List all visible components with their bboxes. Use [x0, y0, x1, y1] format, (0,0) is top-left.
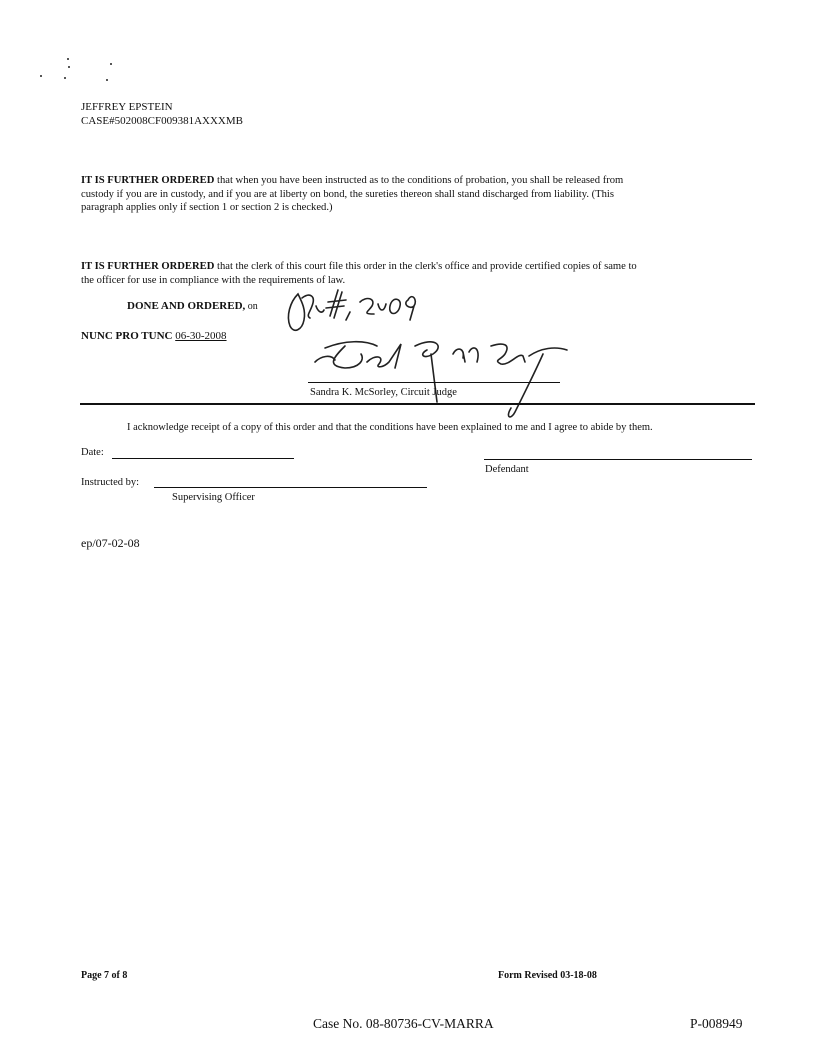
scan-speck	[68, 66, 70, 68]
date-label: Date:	[81, 447, 104, 458]
section-divider	[80, 403, 755, 405]
judge-signature	[305, 332, 595, 422]
done-and-ordered	[127, 300, 258, 312]
date-field-line	[112, 458, 294, 459]
defendant-signature-line	[484, 459, 752, 460]
paragraph-lead: IT IS FURTHER ORDERED	[81, 175, 215, 186]
defendant-label: Defendant	[485, 464, 529, 475]
form-revision: Form Revised 03-18-08	[498, 970, 597, 981]
paragraph-text: that when you have been instructed as to the conditions of probation, you shall be released from	[214, 175, 624, 186]
instructed-by-label: Instructed by:	[81, 477, 140, 488]
scan-speck	[40, 75, 42, 77]
release-paragraph	[81, 174, 761, 215]
instructed-by-line	[154, 487, 427, 488]
scan-speck	[67, 58, 69, 60]
judge-name: Sandra K. McSorley, Circuit Judge	[310, 387, 457, 398]
nunc-date: 06-30-2008	[175, 330, 227, 342]
paragraph-text: that the clerk of this court file this order in the clerk's office and provide certified copies of same to	[214, 261, 637, 272]
page-number: Page 7 of 8	[81, 970, 128, 981]
judge-signature-line	[308, 382, 560, 383]
done-on: on	[245, 301, 258, 312]
case-number: CASE#502008CF009381AXXXMB	[81, 115, 243, 127]
reference-code: ep/07-02-08	[81, 536, 140, 550]
scan-speck	[110, 63, 112, 65]
paragraph-text: paragraph applies only if section 1 or section 2 is checked.)	[81, 202, 333, 214]
paragraph-text: the officer for use in compliance with the requirements of law.	[81, 274, 346, 286]
case-number-stamp: Case No. 08-80736-CV-MARRA	[313, 1016, 494, 1031]
nunc-pro-tunc	[81, 330, 227, 342]
paragraph-lead: IT IS FURTHER ORDERED	[81, 261, 215, 272]
paragraph-text: custody if you are in custody, and if you are at liberty on bond, the sureties thereon shall stand discharged from liability. (This	[81, 188, 614, 200]
acknowledgement-text: I acknowledge receipt of a copy of this order and that the conditions have been explained to me and I agree to abide by them.	[127, 422, 653, 433]
scan-speck	[64, 77, 66, 79]
bates-number: P-008949	[690, 1016, 743, 1031]
done-label: DONE AND ORDERED,	[127, 300, 246, 312]
scan-speck	[106, 79, 108, 81]
nunc-label: NUNC PRO TUNC	[81, 330, 176, 342]
supervising-officer-label: Supervising Officer	[172, 492, 255, 503]
defendant-name: JEFFREY EPSTEIN	[81, 101, 173, 113]
